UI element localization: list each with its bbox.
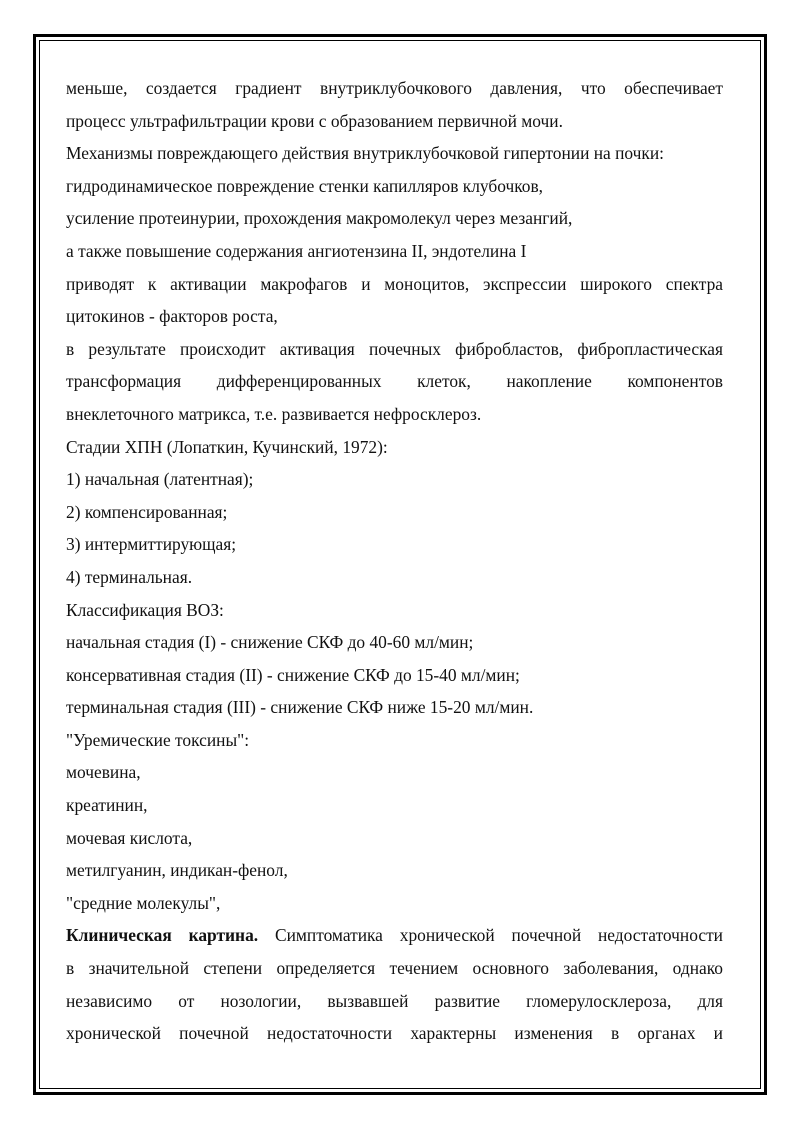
- text-line: цитокинов - факторов роста,: [66, 306, 278, 327]
- text-line: в значительной степени определяется течением основного заболевания, однако: [66, 958, 723, 979]
- list-item: 2) компенсированная;: [66, 501, 228, 522]
- text-line: в результате происходит активация почечных фибробластов, фибропластическая: [66, 338, 723, 359]
- text-line: независимо от нозологии, вызвавшей развитие гломерулосклероза, для: [66, 990, 723, 1011]
- list-item: начальная стадия (I) - снижение СКФ до 40-60 мл/мин;: [66, 632, 474, 653]
- text-line: процесс ультрафильтрации крови с образованием первичной мочи.: [66, 110, 563, 131]
- who-classification-heading: Классификация ВОЗ:: [66, 599, 224, 620]
- list-item: 3) интермиттирующая;: [66, 534, 237, 555]
- list-item: мочевая кислота,: [66, 827, 193, 848]
- toxins-heading: "Уремические токсины":: [66, 729, 250, 750]
- text-line: приводят к активации макрофагов и моноцитов, экспрессии широкого спектра: [66, 273, 723, 294]
- list-item: 1) начальная (латентная);: [66, 469, 254, 490]
- document-body: [66, 72, 723, 1050]
- list-item: "средние молекулы",: [66, 892, 221, 913]
- list-item: 4) терминальная.: [66, 566, 193, 587]
- list-item: консервативная стадия (II) - снижение СКФ до 15-40 мл/мин;: [66, 664, 520, 685]
- text-line: трансформация дифференцированных клеток, накопление компонентов: [66, 371, 723, 392]
- text-line: гидродинамическое повреждение стенки капилляров клубочков,: [66, 175, 544, 196]
- list-item: метилгуанин, индикан-фенол,: [66, 860, 288, 881]
- text-line: меньше, создается градиент внутриклубочкового давления, что обеспечивает: [66, 78, 723, 98]
- text-line: усиление протеинурии, прохождения макромолекул через мезангий,: [66, 208, 573, 229]
- list-item: креатинин,: [66, 795, 148, 816]
- text-line: а также повышение содержания ангиотензина II, эндотелина I: [66, 240, 527, 261]
- list-item: терминальная стадия (III) - снижение СКФ ниже 15-20 мл/мин.: [66, 697, 534, 718]
- list-item: мочевина,: [66, 762, 141, 783]
- clinical-heading: Клиническая картина.: [66, 925, 259, 946]
- clinical-text: Симптоматика хронической почечной недостаточности: [258, 925, 723, 946]
- text-line: Механизмы повреждающего действия внутриклубочковой гипертонии на почки:: [66, 143, 664, 164]
- stages-heading: Стадии ХПН (Лопаткин, Кучинский, 1972):: [66, 436, 388, 457]
- text-line: хронической почечной недостаточности характерны изменения в органах и: [66, 1023, 723, 1044]
- clinical-paragraph-first-line: [66, 919, 723, 952]
- text-line: внеклеточного матрикса, т.е. развивается нефросклероз.: [66, 403, 482, 424]
